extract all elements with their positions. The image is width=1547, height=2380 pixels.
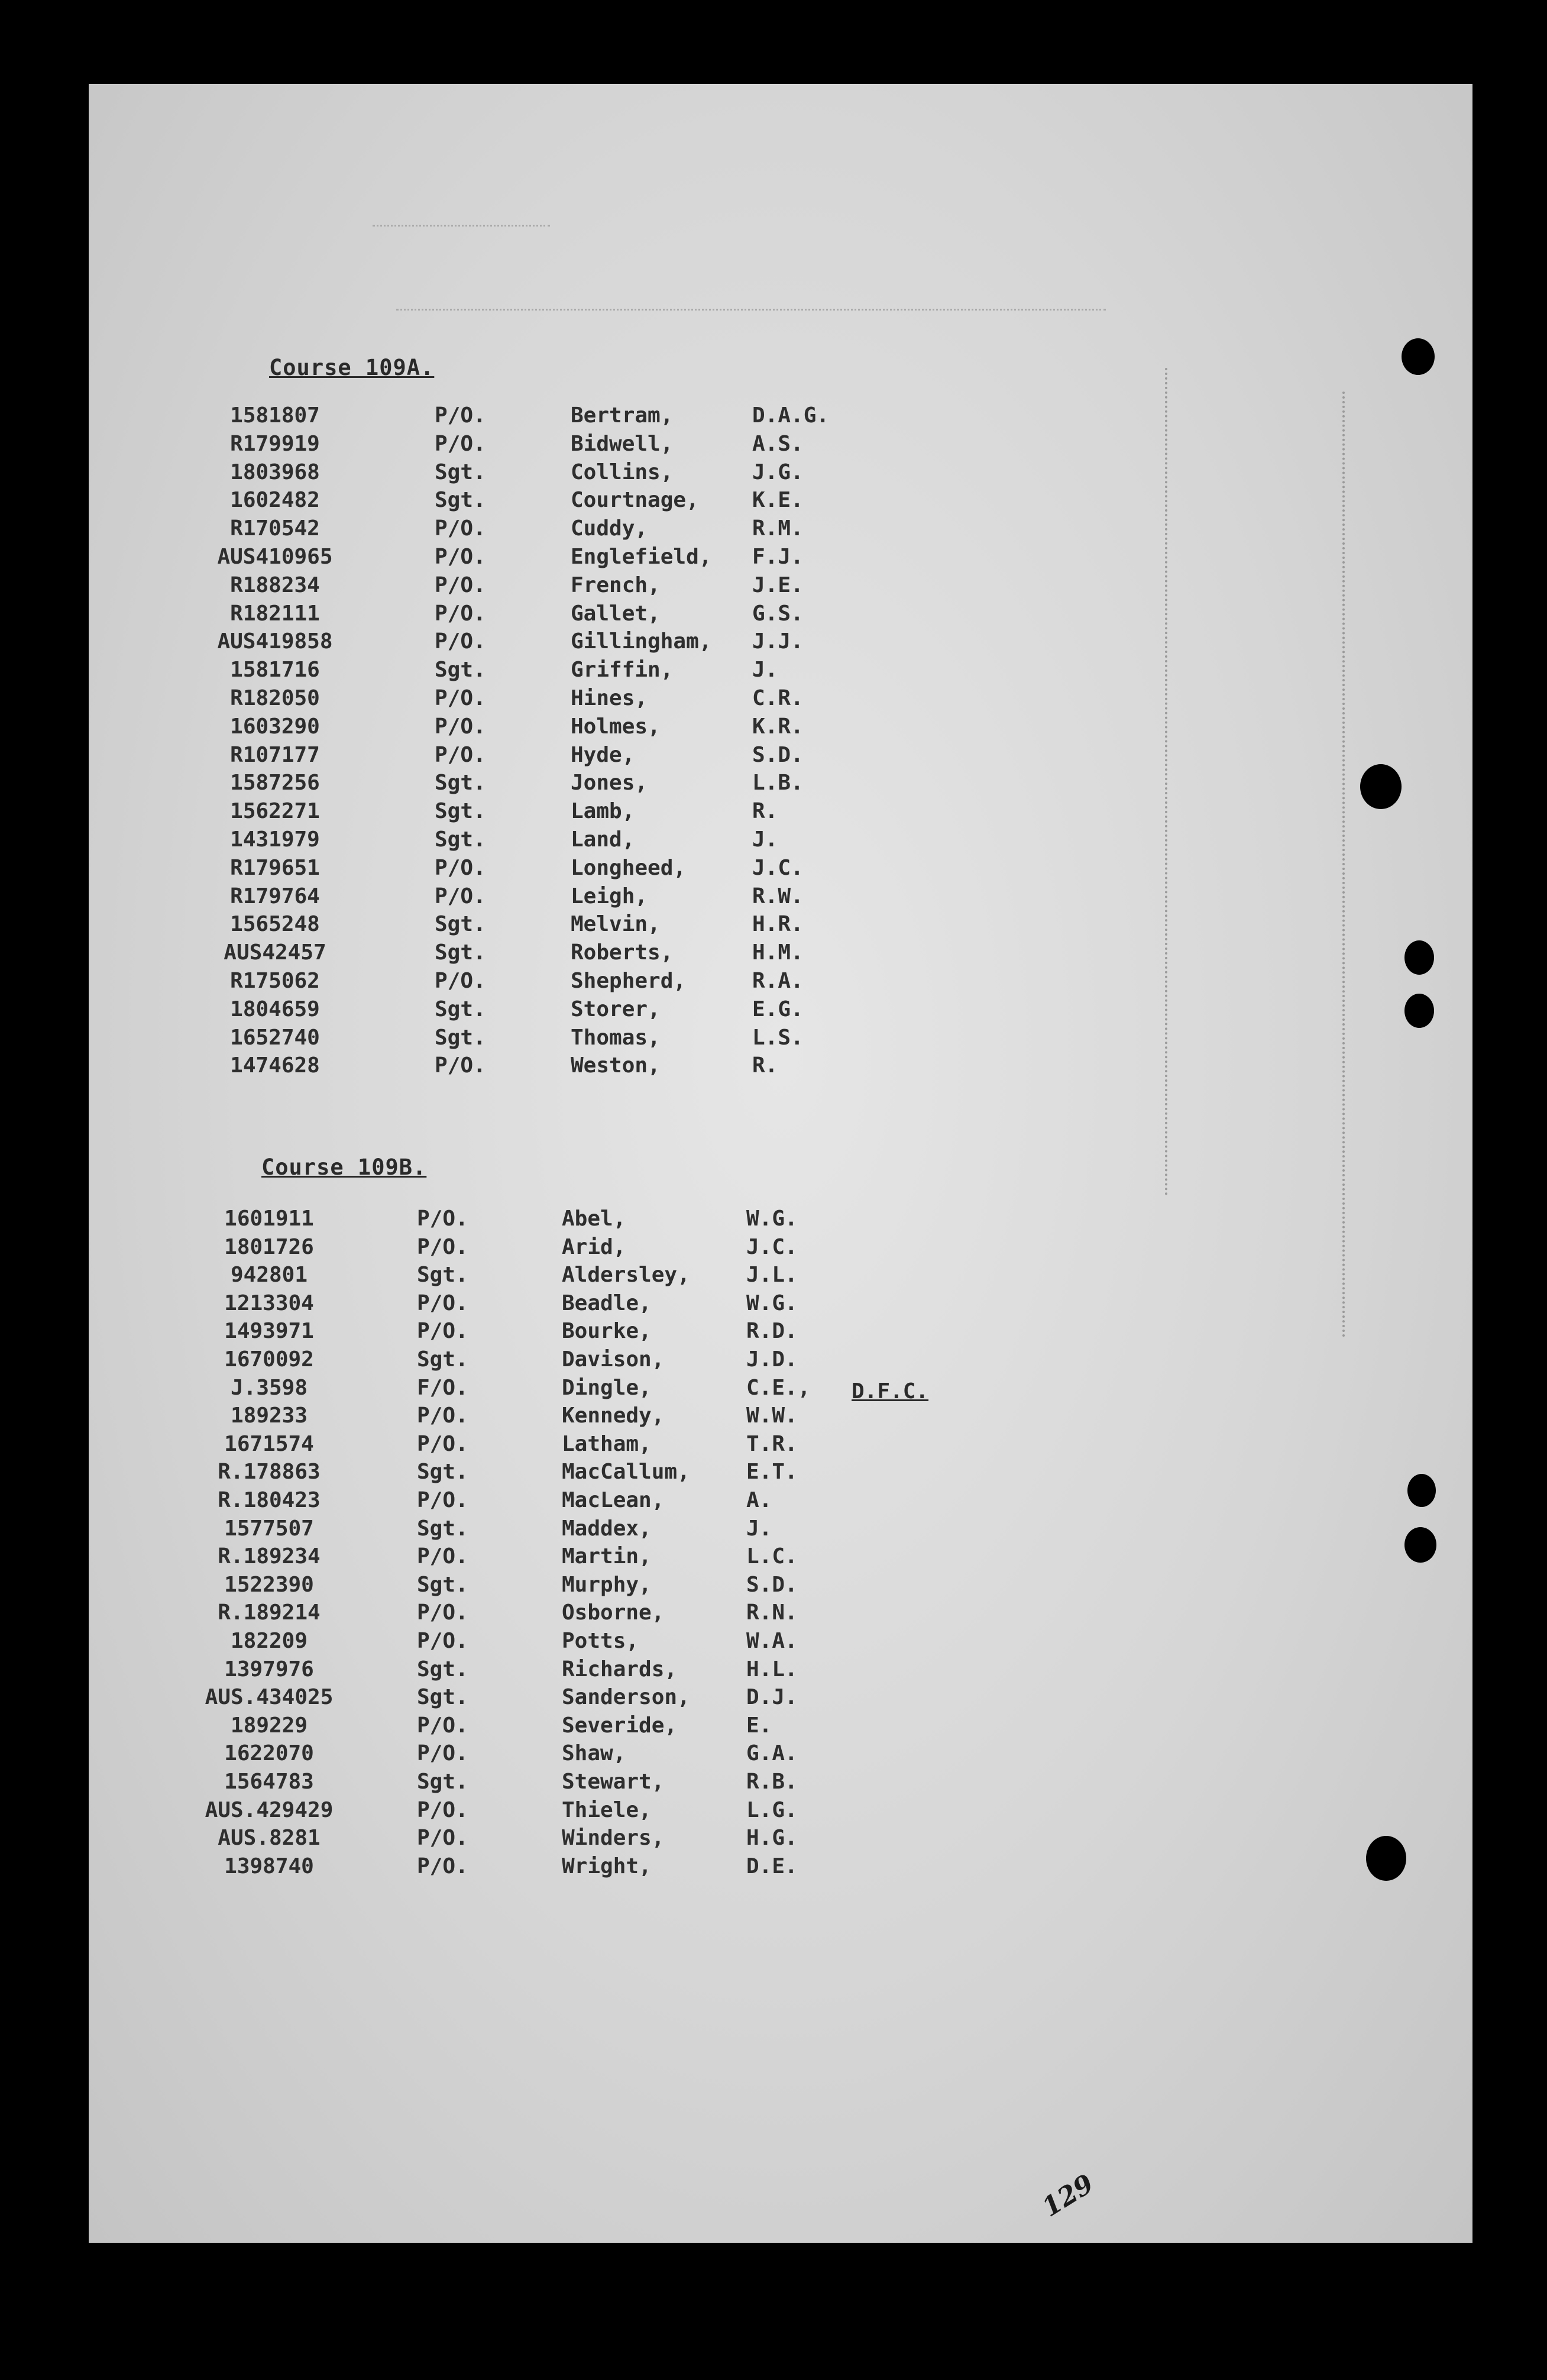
initials: G.A.: [746, 1741, 798, 1766]
surname: Gallet,: [571, 601, 661, 626]
initials: S.D.: [752, 742, 804, 767]
rank: P/O.: [417, 1629, 468, 1653]
service-number: 1431979: [230, 827, 320, 852]
service-number: 1670092: [224, 1347, 314, 1372]
initials: J.: [752, 658, 778, 683]
initials: R.A.: [752, 969, 804, 993]
roster-row: [89, 629, 1472, 658]
punch-hole: [1360, 764, 1402, 809]
surname: Winders,: [562, 1826, 665, 1851]
surname: Leigh,: [571, 884, 648, 908]
rank: Sgt.: [417, 1516, 468, 1541]
roster-row: [89, 1516, 1472, 1545]
roster-row: [89, 799, 1472, 827]
roster-row: [89, 1573, 1472, 1601]
service-number: 1577507: [224, 1516, 314, 1541]
surname: Storer,: [571, 997, 661, 1021]
surname: Collins,: [571, 460, 674, 484]
service-number: J.3598: [230, 1375, 308, 1400]
rank: P/O.: [417, 1319, 468, 1344]
rank: P/O.: [417, 1291, 468, 1315]
initials: W.W.: [746, 1404, 798, 1428]
rank: P/O.: [417, 1741, 468, 1766]
initials: J.C.: [752, 855, 804, 880]
roster-row: [89, 545, 1472, 573]
surname: Murphy,: [562, 1572, 652, 1597]
roster-row: [89, 1291, 1472, 1320]
roster-row: [89, 432, 1472, 460]
rank: P/O.: [435, 969, 486, 993]
rank: P/O.: [435, 855, 486, 880]
roster-row: [89, 1235, 1472, 1263]
roster-row: [89, 1544, 1472, 1573]
service-number: AUS.429429: [205, 1797, 334, 1822]
surname: Kennedy,: [562, 1404, 665, 1428]
roster-row: [89, 1657, 1472, 1686]
initials: L.G.: [746, 1797, 798, 1822]
rank: P/O.: [435, 431, 486, 456]
rank: P/O.: [435, 714, 486, 739]
rank: F/O.: [417, 1375, 468, 1400]
initials: C.R.: [752, 686, 804, 710]
roster-row: [89, 771, 1472, 799]
roster-row: [89, 1263, 1472, 1291]
surname: Holmes,: [571, 714, 661, 739]
surname: MacCallum,: [562, 1460, 690, 1485]
rank: Sgt.: [417, 1657, 468, 1681]
course-109a-heading: Course 109A.: [269, 355, 435, 380]
service-number: 1602482: [230, 488, 320, 513]
rank: P/O.: [435, 403, 486, 428]
rank: P/O.: [417, 1207, 468, 1231]
folio-mark: 129: [1037, 2168, 1099, 2223]
initials: D.E.: [746, 1854, 798, 1878]
initials: J.G.: [752, 460, 804, 484]
service-number: AUS.434025: [205, 1685, 334, 1710]
roster-row: [89, 516, 1472, 545]
initials: D.A.G.: [752, 403, 830, 428]
roster-row: [89, 1319, 1472, 1347]
surname: Davison,: [562, 1347, 665, 1372]
rank: P/O.: [435, 629, 486, 654]
rank: P/O.: [435, 516, 486, 541]
initials: R.M.: [752, 516, 804, 541]
roster-row: [89, 1404, 1472, 1432]
surname: Land,: [571, 827, 635, 852]
service-number: 1587256: [230, 771, 320, 796]
initials: R.: [752, 1053, 778, 1078]
surname: Bourke,: [562, 1319, 652, 1344]
initials: R.W.: [752, 884, 804, 908]
surname: Sanderson,: [562, 1685, 690, 1710]
punch-hole: [1404, 940, 1434, 975]
initials: H.G.: [746, 1826, 798, 1851]
faint-header-line: [373, 225, 550, 227]
roster-row: [89, 1488, 1472, 1516]
roster-row: [89, 403, 1472, 432]
roster-row: [89, 1741, 1472, 1770]
roster-row: [89, 1026, 1472, 1054]
service-number: 942801: [230, 1263, 308, 1288]
punch-hole: [1366, 1836, 1406, 1881]
initials: G.S.: [752, 601, 804, 626]
initials: E.T.: [746, 1460, 798, 1485]
roster-row: [89, 488, 1472, 516]
award-note: D.F.C.: [852, 1379, 929, 1404]
initials: W.A.: [746, 1629, 798, 1653]
surname: Hyde,: [571, 742, 635, 767]
service-number: 189233: [230, 1404, 308, 1428]
initials: S.D.: [746, 1572, 798, 1597]
surname: MacLean,: [562, 1488, 665, 1512]
punch-hole: [1404, 1527, 1436, 1563]
initials: H.L.: [746, 1657, 798, 1681]
service-number: R.189214: [218, 1600, 321, 1625]
initials: W.G.: [746, 1291, 798, 1315]
rank: Sgt.: [435, 827, 486, 852]
service-number: 1398740: [224, 1854, 314, 1878]
rank: P/O.: [417, 1234, 468, 1259]
service-number: 1603290: [230, 714, 320, 739]
surname: Maddex,: [562, 1516, 652, 1541]
roster-row: [89, 714, 1472, 743]
roster-row: [89, 1685, 1472, 1713]
roster-row: [89, 1432, 1472, 1460]
service-number: 1803968: [230, 460, 320, 484]
rank: Sgt.: [417, 1770, 468, 1794]
rank: P/O.: [417, 1797, 468, 1822]
roster-row: [89, 1770, 1472, 1798]
roster-row: [89, 856, 1472, 884]
punch-hole: [1407, 1474, 1436, 1507]
roster-row: [89, 573, 1472, 602]
roster-row: [89, 827, 1472, 856]
rank: Sgt.: [417, 1460, 468, 1485]
surname: Bidwell,: [571, 431, 674, 456]
rank: P/O.: [435, 573, 486, 597]
rank: P/O.: [435, 742, 486, 767]
surname: Lamb,: [571, 799, 635, 824]
surname: Griffin,: [571, 658, 674, 683]
rank: P/O.: [417, 1713, 468, 1738]
initials: L.B.: [752, 771, 804, 796]
surname: Weston,: [571, 1053, 661, 1078]
service-number: 1562271: [230, 799, 320, 824]
service-number: 1522390: [224, 1572, 314, 1597]
service-number: R170542: [230, 516, 320, 541]
initials: T.R.: [746, 1431, 798, 1456]
roster-row: [89, 1207, 1472, 1235]
rank: Sgt.: [417, 1263, 468, 1288]
initials: J.E.: [752, 573, 804, 597]
initials: R.N.: [746, 1600, 798, 1625]
punch-hole: [1404, 994, 1434, 1028]
surname: Potts,: [562, 1629, 639, 1653]
surname: Cuddy,: [571, 516, 648, 541]
initials: F.J.: [752, 545, 804, 569]
service-number: R175062: [230, 969, 320, 993]
rank: P/O.: [417, 1431, 468, 1456]
surname: Osborne,: [562, 1600, 665, 1625]
roster-row: [89, 1629, 1472, 1657]
surname: Beadle,: [562, 1291, 652, 1315]
roster-row: [89, 460, 1472, 489]
surname: Courtnage,: [571, 488, 699, 513]
initials: J.: [752, 827, 778, 852]
surname: Dingle,: [562, 1375, 652, 1400]
roster-row: [89, 940, 1472, 969]
service-number: R179919: [230, 431, 320, 456]
initials: C.E.,: [746, 1375, 811, 1400]
surname: Latham,: [562, 1431, 652, 1456]
service-number: AUS.8281: [218, 1826, 321, 1851]
roster-row: [89, 658, 1472, 686]
rank: P/O.: [417, 1404, 468, 1428]
service-number: R179651: [230, 855, 320, 880]
surname: Aldersley,: [562, 1263, 690, 1288]
service-number: AUS419858: [217, 629, 333, 654]
roster-row: [89, 1826, 1472, 1854]
initials: K.R.: [752, 714, 804, 739]
surname: Melvin,: [571, 912, 661, 937]
roster-row: [89, 1347, 1472, 1376]
roster-row: [89, 686, 1472, 714]
initials: R.D.: [746, 1319, 798, 1344]
surname: Jones,: [571, 771, 648, 796]
rank: Sgt.: [417, 1685, 468, 1710]
service-number: 1397976: [224, 1657, 314, 1681]
rank: Sgt.: [417, 1347, 468, 1372]
surname: Shaw,: [562, 1741, 626, 1766]
roster-row: [89, 1798, 1472, 1826]
roster-row: [89, 1600, 1472, 1629]
initials: R.B.: [746, 1770, 798, 1794]
roster-row: [89, 1713, 1472, 1742]
rank: P/O.: [435, 686, 486, 710]
rank: Sgt.: [435, 658, 486, 683]
service-number: R179764: [230, 884, 320, 908]
service-number: 182209: [230, 1629, 308, 1653]
roster-row: [89, 969, 1472, 997]
roster-row: [89, 997, 1472, 1026]
service-number: R188234: [230, 573, 320, 597]
initials: J.C.: [746, 1234, 798, 1259]
surname: Longheed,: [571, 855, 687, 880]
surname: Roberts,: [571, 940, 674, 965]
service-number: 1213304: [224, 1291, 314, 1315]
roster-row: [89, 1460, 1472, 1488]
rank: Sgt.: [435, 488, 486, 513]
initials: H.R.: [752, 912, 804, 937]
surname: Martin,: [562, 1544, 652, 1569]
initials: L.S.: [752, 1025, 804, 1050]
roster-row: [89, 1854, 1472, 1883]
roster-row: [89, 1376, 1472, 1404]
rank: P/O.: [435, 545, 486, 569]
initials: J.J.: [752, 629, 804, 654]
service-number: AUS42457: [224, 940, 326, 965]
surname: Arid,: [562, 1234, 626, 1259]
service-number: 1601911: [224, 1207, 314, 1231]
service-number: 1671574: [224, 1431, 314, 1456]
initials: E.G.: [752, 997, 804, 1021]
roster-row: [89, 912, 1472, 940]
roster-row: [89, 1053, 1472, 1082]
initials: R.: [752, 799, 778, 824]
surname: Richards,: [562, 1657, 678, 1681]
surname: French,: [571, 573, 661, 597]
service-number: 1564783: [224, 1770, 314, 1794]
rank: P/O.: [435, 884, 486, 908]
service-number: 1804659: [230, 997, 320, 1021]
rank: Sgt.: [435, 997, 486, 1021]
service-number: R.189234: [218, 1544, 321, 1569]
rank: Sgt.: [435, 1025, 486, 1050]
surname: Stewart,: [562, 1770, 665, 1794]
service-number: AUS410965: [217, 545, 333, 569]
surname: Shepherd,: [571, 969, 687, 993]
service-number: 1565248: [230, 912, 320, 937]
initials: D.J.: [746, 1685, 798, 1710]
service-number: 1493971: [224, 1319, 314, 1344]
rank: P/O.: [435, 1053, 486, 1078]
rank: Sgt.: [435, 912, 486, 937]
initials: J.D.: [746, 1347, 798, 1372]
initials: J.: [746, 1516, 772, 1541]
rank: Sgt.: [417, 1572, 468, 1597]
service-number: 189229: [230, 1713, 308, 1738]
service-number: 1581807: [230, 403, 320, 428]
roster-row: [89, 743, 1472, 771]
surname: Severide,: [562, 1713, 678, 1738]
surname: Gillingham,: [571, 629, 712, 654]
initials: L.C.: [746, 1544, 798, 1569]
surname: Wright,: [562, 1854, 652, 1878]
service-number: R.178863: [218, 1460, 321, 1485]
service-number: R182050: [230, 686, 320, 710]
surname: Englefield,: [571, 545, 712, 569]
initials: J.L.: [746, 1263, 798, 1288]
surname: Hines,: [571, 686, 648, 710]
service-number: 1801726: [224, 1234, 314, 1259]
rank: P/O.: [417, 1544, 468, 1569]
surname: Thiele,: [562, 1797, 652, 1822]
roster-row: [89, 884, 1472, 913]
rank: Sgt.: [435, 460, 486, 484]
rank: Sgt.: [435, 771, 486, 796]
rank: Sgt.: [435, 940, 486, 965]
initials: H.M.: [752, 940, 804, 965]
rank: P/O.: [417, 1600, 468, 1625]
initials: W.G.: [746, 1207, 798, 1231]
document-page: [89, 84, 1472, 2243]
service-number: R182111: [230, 601, 320, 626]
roster-row: [89, 602, 1472, 630]
service-number: R.180423: [218, 1488, 321, 1512]
initials: A.S.: [752, 431, 804, 456]
service-number: R107177: [230, 742, 320, 767]
rank: P/O.: [435, 601, 486, 626]
surname: Abel,: [562, 1207, 626, 1231]
rank: P/O.: [417, 1854, 468, 1878]
service-number: 1622070: [224, 1741, 314, 1766]
rank: P/O.: [417, 1488, 468, 1512]
service-number: 1474628: [230, 1053, 320, 1078]
surname: Thomas,: [571, 1025, 661, 1050]
rank: P/O.: [417, 1826, 468, 1851]
initials: E.: [746, 1713, 772, 1738]
initials: A.: [746, 1488, 772, 1512]
surname: Bertram,: [571, 403, 674, 428]
faint-header-line-2: [396, 309, 1106, 311]
initials: K.E.: [752, 488, 804, 513]
course-109b-heading: Course 109B.: [261, 1155, 427, 1180]
rank: Sgt.: [435, 799, 486, 824]
service-number: 1652740: [230, 1025, 320, 1050]
service-number: 1581716: [230, 658, 320, 683]
punch-hole: [1402, 338, 1435, 375]
